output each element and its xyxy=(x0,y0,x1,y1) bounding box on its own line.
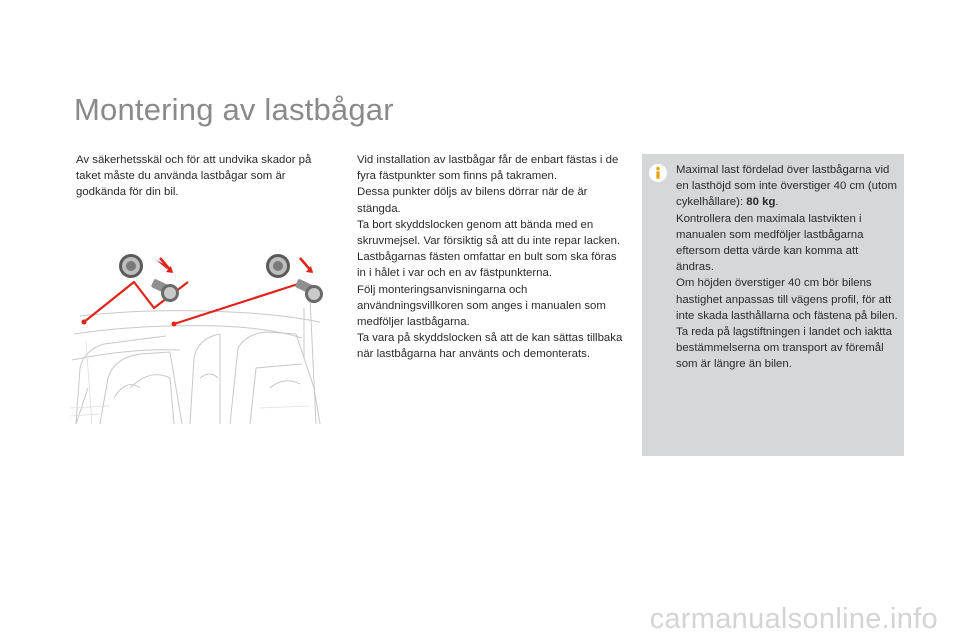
info-icon xyxy=(649,164,667,182)
watermark: carmanualsonline.info xyxy=(649,603,938,635)
info-paragraph: Om höjden överstiger 40 cm bör bilens hastighet anpassas till vägens profil, för att inte skada lasthållarna och fästena på bilen. xyxy=(676,277,898,322)
info-paragraph: Ta reda på lagstiftningen i landet och iaktta bestämmelserna om transport av föremål som är längre än bilen. xyxy=(676,326,892,371)
max-load-suffix: . xyxy=(775,196,779,209)
protective-cap-right xyxy=(266,254,290,278)
body-paragraph: Ta bort skyddslocken genom att bända med en skruvmejsel. Var försiktig så att du inte repar lacken. xyxy=(357,218,621,248)
fixing-bolt-left xyxy=(151,258,179,302)
body-paragraph: Följ monteringsanvisningarna och användningsvillkoren som anges i manualen som medföljer lastbågarna. xyxy=(357,283,606,329)
roof-mounting-points-illustration xyxy=(70,238,328,424)
body-paragraph: Ta vara på skyddslocken så att de kan sättas tillbaka när lastbågarna har använts och demonterats. xyxy=(357,332,623,361)
max-load-text: Maximal last fördelad över lastbågarna vid en lasthöjd som inte överstiger 40 cm (utom cykelhållare): xyxy=(676,164,897,209)
body-paragraph: Vid installation av lastbågar får de enbart fästas i de fyra fästpunkter som finns på takramen. xyxy=(357,154,619,183)
max-load-note xyxy=(676,162,898,211)
intro-paragraph: Av säkerhetsskäl och för att undvika skador på taket måste du använda lastbågar som är godkända för din bil. xyxy=(76,154,312,199)
fixing-bolt-right xyxy=(295,258,323,303)
max-load-value: 80 kg xyxy=(746,196,776,209)
pointer-lines xyxy=(84,282,298,324)
info-paragraph: Kontrollera den maximala lastvikten i manualen som medföljer lastbågarna eftersom detta värde kan komma att ändras. xyxy=(676,212,864,274)
info-box xyxy=(642,154,904,456)
protective-cap-left xyxy=(119,254,143,278)
body-paragraph: Lastbågarnas fästen omfattar en bult som ska föras in i hålet i var och en av fästpunkterna. xyxy=(357,251,617,280)
info-text xyxy=(676,162,898,373)
installation-instructions xyxy=(357,152,625,363)
page-title: Montering av lastbågar xyxy=(74,92,394,127)
body-paragraph: Dessa punkter döljs av bilens dörrar när de är stängda. xyxy=(357,186,588,215)
